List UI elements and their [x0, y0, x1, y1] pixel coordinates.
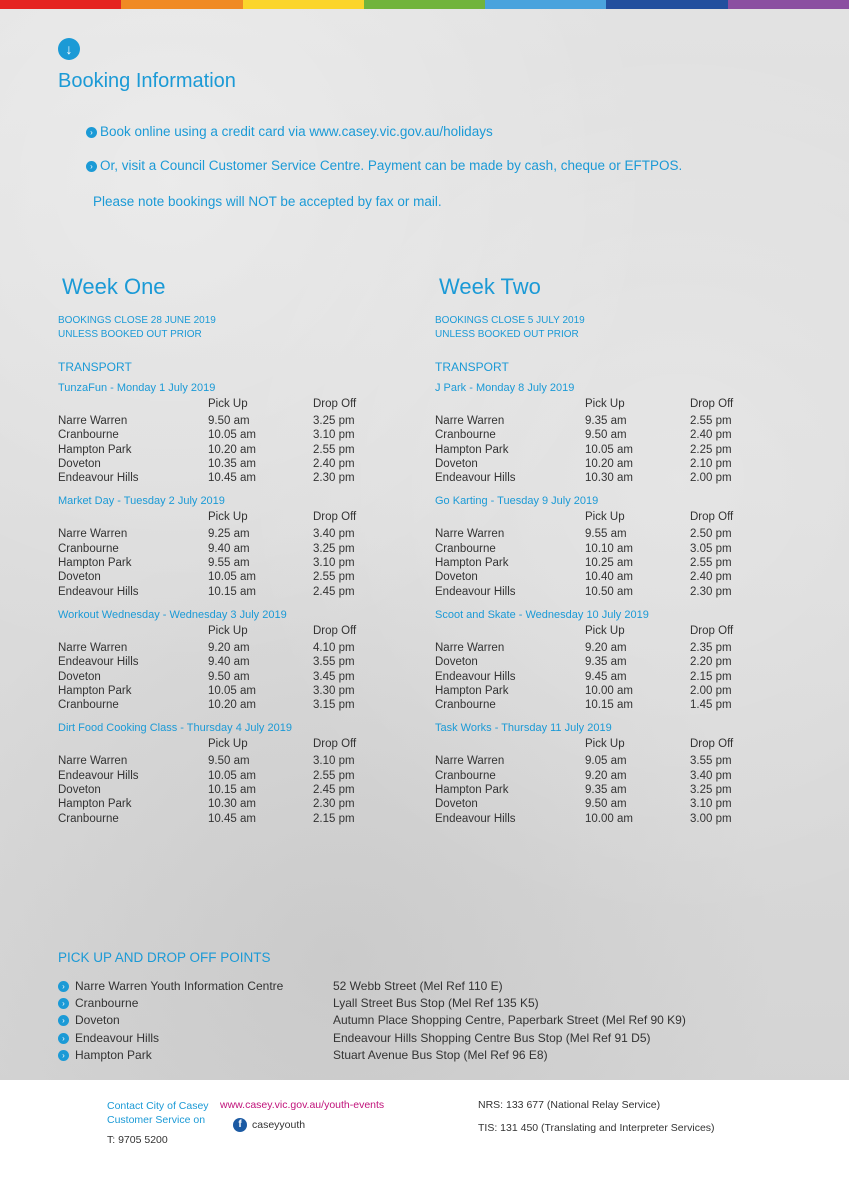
location-cell: Cranbourne — [435, 769, 496, 782]
location-cell: Cranbourne — [58, 699, 119, 712]
drop-off-time: 2.20 pm — [690, 656, 732, 669]
drop-off-header: Drop Off — [313, 738, 357, 751]
table-row — [58, 585, 418, 599]
table-row — [435, 783, 795, 797]
table-row — [58, 812, 418, 826]
drop-off-time: 3.40 pm — [690, 769, 732, 782]
pick-up-time: 9.40 am — [208, 542, 250, 555]
location-cell: Cranbourne — [58, 429, 119, 442]
table-row — [435, 812, 795, 826]
drop-off-header: Drop Off — [690, 738, 734, 751]
header-spacer — [58, 625, 208, 637]
pick-up-time: 10.35 am — [208, 457, 256, 470]
booking-note: Please note bookings will NOT be accepted by fax or mail. — [93, 194, 442, 209]
pick-up-time: 9.40 am — [208, 656, 250, 669]
point-name — [58, 978, 333, 995]
pick-up-time: 9.20 am — [585, 769, 627, 782]
pick-up-time: 9.45 am — [585, 670, 627, 683]
location-cell: Narre Warren — [435, 755, 505, 768]
table-row — [435, 670, 795, 684]
pick-up-time: 10.25 am — [585, 557, 633, 570]
drop-off-time: 2.50 pm — [690, 528, 732, 541]
table-row — [435, 443, 795, 457]
drop-off-time: 2.40 pm — [313, 457, 355, 470]
pick-up-header: Pick Up — [585, 511, 625, 524]
event-block — [58, 382, 418, 485]
table-row — [435, 684, 795, 698]
table-row — [58, 783, 418, 797]
event-title: Market Day - Tuesday 2 July 2019 — [58, 495, 225, 508]
table-row — [58, 542, 418, 556]
drop-off-time: 2.55 pm — [690, 415, 732, 427]
point-label: Hampton Park — [75, 1047, 152, 1062]
table-row — [435, 556, 795, 570]
location-cell: Narre Warren — [58, 415, 128, 427]
point-name — [58, 1012, 333, 1029]
pick-up-time: 9.05 am — [585, 755, 627, 768]
location-cell: Doveton — [58, 571, 101, 584]
location-cell: Hampton Park — [435, 684, 509, 697]
location-cell: Narre Warren — [435, 415, 505, 427]
rainbow-segment — [364, 0, 485, 9]
pick-up-header: Pick Up — [208, 738, 248, 751]
event-title: Scoot and Skate - Wednesday 10 July 2019 — [435, 608, 649, 621]
arrow-down-circle-icon: ↓ — [58, 38, 80, 60]
rainbow-segment — [0, 0, 121, 9]
drop-off-time: 2.40 pm — [690, 571, 732, 584]
schedule-header — [58, 511, 418, 523]
drop-off-time: 3.10 pm — [313, 755, 355, 768]
pick-up-time: 10.05 am — [208, 769, 256, 782]
point-name — [58, 1030, 333, 1047]
drop-off-time: 3.10 pm — [313, 557, 355, 570]
pick-up-time: 10.50 am — [585, 585, 633, 598]
points-list — [58, 978, 758, 1064]
location-cell: Doveton — [435, 798, 478, 811]
drop-off-time: 3.10 pm — [690, 798, 732, 811]
event-block — [58, 609, 418, 712]
pick-up-time: 10.15 am — [208, 585, 256, 598]
youth-events-link[interactable]: www.casey.vic.gov.au/youth-events — [220, 1099, 385, 1111]
pick-up-header: Pick Up — [585, 624, 625, 637]
drop-off-header: Drop Off — [313, 511, 357, 524]
header-spacer — [435, 738, 585, 750]
nrs-text: NRS: 133 677 (National Relay Service) — [478, 1099, 661, 1111]
table-row — [435, 527, 795, 541]
event-block — [435, 609, 795, 712]
table-row — [58, 754, 418, 768]
table-row — [58, 570, 418, 584]
drop-off-time: 2.55 pm — [313, 571, 355, 584]
location-cell: Hampton Park — [435, 443, 509, 456]
transport-heading: TRANSPORT — [435, 360, 509, 374]
location-cell: Endeavour Hills — [58, 656, 139, 669]
table-row — [58, 655, 418, 669]
rainbow-segment — [485, 0, 606, 9]
pick-up-time: 10.40 am — [585, 571, 633, 584]
location-cell: Doveton — [435, 457, 478, 470]
schedule-header — [435, 738, 795, 750]
arrow-right-circle-icon: › — [58, 998, 69, 1009]
location-cell: Hampton Park — [58, 557, 132, 570]
table-row — [58, 428, 418, 442]
location-cell: Hampton Park — [58, 684, 132, 697]
location-cell: Narre Warren — [435, 528, 505, 541]
drop-off-time: 3.25 pm — [313, 542, 355, 555]
point-address: Autumn Place Shopping Centre, Paperbark Street (Mel Ref 90 K9) — [333, 1013, 686, 1028]
location-cell: Doveton — [58, 457, 101, 470]
pick-up-time: 9.25 am — [208, 528, 250, 541]
table-row — [435, 641, 795, 655]
table-row — [58, 698, 418, 712]
schedule-header — [58, 738, 418, 750]
points-title: PICK UP AND DROP OFF POINTS — [58, 950, 271, 965]
pick-up-time: 10.00 am — [585, 812, 633, 825]
drop-off-time: 2.30 pm — [690, 585, 732, 598]
drop-off-time: 2.55 pm — [690, 557, 732, 570]
drop-off-time: 2.10 pm — [690, 457, 732, 470]
drop-off-time: 2.15 pm — [313, 812, 355, 825]
header-spacer — [58, 511, 208, 523]
table-row — [435, 570, 795, 584]
table-row — [58, 443, 418, 457]
pick-up-time: 10.05 am — [585, 443, 633, 456]
point-row — [58, 995, 758, 1012]
booking-online-line — [86, 124, 493, 139]
facebook-link[interactable] — [233, 1118, 305, 1132]
booking-title: Booking Information — [58, 70, 236, 92]
table-row — [435, 428, 795, 442]
booking-online-text: Book online using a credit card via www.casey.vic.gov.au/holidays — [100, 124, 493, 139]
drop-off-time: 3.25 pm — [690, 784, 732, 797]
event-title: TunzaFun - Monday 1 July 2019 — [58, 382, 216, 394]
rainbow-segment — [606, 0, 727, 9]
pick-up-time: 9.35 am — [585, 656, 627, 669]
table-row — [435, 655, 795, 669]
table-row — [435, 471, 795, 485]
pick-up-time: 9.35 am — [585, 415, 627, 427]
pick-up-time: 9.50 am — [208, 415, 250, 427]
arrow-right-circle-icon: › — [58, 1015, 69, 1026]
drop-off-time: 2.00 pm — [690, 684, 732, 697]
header-spacer — [435, 398, 585, 410]
bookings-close — [58, 314, 418, 342]
location-cell: Doveton — [435, 571, 478, 584]
location-cell: Cranbourne — [435, 699, 496, 712]
rainbow-segment — [243, 0, 364, 9]
table-row — [58, 641, 418, 655]
point-label: Cranbourne — [75, 996, 139, 1011]
bookings-close-date: BOOKINGS CLOSE 28 JUNE 2019 — [58, 315, 216, 326]
bookings-close-date: BOOKINGS CLOSE 5 JULY 2019 — [435, 315, 585, 326]
drop-off-time: 3.15 pm — [313, 699, 355, 712]
pick-up-time: 10.45 am — [208, 472, 256, 485]
drop-off-time: 2.15 pm — [690, 670, 732, 683]
pick-up-header: Pick Up — [585, 398, 625, 410]
location-cell: Endeavour Hills — [58, 585, 139, 598]
pick-up-time: 9.55 am — [585, 528, 627, 541]
location-cell: Doveton — [58, 784, 101, 797]
pick-up-header: Pick Up — [208, 511, 248, 524]
pick-up-time: 9.20 am — [585, 641, 627, 654]
drop-off-header: Drop Off — [313, 398, 357, 410]
drop-off-time: 4.10 pm — [313, 641, 355, 654]
table-row — [58, 797, 418, 811]
event-title: Task Works - Thursday 11 July 2019 — [435, 722, 612, 735]
table-row — [58, 471, 418, 485]
event-title: Workout Wednesday - Wednesday 3 July 2019 — [58, 608, 287, 621]
drop-off-time: 3.05 pm — [690, 542, 732, 555]
pick-up-time: 10.05 am — [208, 571, 256, 584]
drop-off-time: 3.45 pm — [313, 670, 355, 683]
pick-up-time: 10.30 am — [208, 798, 256, 811]
point-row — [58, 1047, 758, 1064]
contact-label — [107, 1099, 209, 1127]
event-block — [435, 722, 795, 825]
drop-off-time: 3.10 pm — [313, 429, 355, 442]
event-block — [58, 495, 418, 598]
point-name — [58, 995, 333, 1012]
location-cell: Hampton Park — [58, 443, 132, 456]
pick-up-time: 9.50 am — [208, 755, 250, 768]
event-title: J Park - Monday 8 July 2019 — [435, 382, 575, 394]
table-row — [435, 698, 795, 712]
drop-off-time: 2.00 pm — [690, 472, 732, 485]
contact-phone: T: 9705 5200 — [107, 1134, 168, 1146]
contact-line-1: Contact City of Casey — [107, 1100, 209, 1112]
drop-off-time: 1.45 pm — [690, 699, 732, 712]
arrow-right-circle-icon: › — [58, 1033, 69, 1044]
location-cell: Endeavour Hills — [58, 472, 139, 485]
schedule-header — [435, 625, 795, 637]
drop-off-time: 3.00 pm — [690, 812, 732, 825]
drop-off-time: 2.45 pm — [313, 585, 355, 598]
header-spacer — [58, 398, 208, 410]
location-cell: Endeavour Hills — [435, 670, 516, 683]
point-label: Narre Warren Youth Information Centre — [75, 979, 284, 993]
drop-off-time: 2.30 pm — [313, 798, 355, 811]
table-row — [58, 457, 418, 471]
week-two-column — [435, 274, 795, 836]
location-cell: Endeavour Hills — [435, 812, 516, 825]
facebook-icon: f — [233, 1118, 247, 1132]
point-row — [58, 1012, 758, 1029]
point-label: Endeavour Hills — [75, 1030, 160, 1045]
pick-up-time: 9.50 am — [585, 798, 627, 811]
pick-up-header: Pick Up — [208, 398, 248, 410]
rainbow-bar — [0, 0, 849, 9]
pick-up-time: 10.15 am — [208, 784, 256, 797]
week-title: Week One — [62, 274, 166, 299]
event-title: Go Karting - Tuesday 9 July 2019 — [435, 495, 599, 508]
location-cell: Endeavour Hills — [435, 585, 516, 598]
header-spacer — [58, 738, 208, 750]
drop-off-time: 3.55 pm — [313, 656, 355, 669]
drop-off-time: 2.30 pm — [313, 472, 355, 485]
pick-up-time: 10.30 am — [585, 472, 633, 485]
pick-up-time: 10.05 am — [208, 429, 256, 442]
point-address: Endeavour Hills Shopping Centre Bus Stop (Mel Ref 91 D5) — [333, 1030, 651, 1045]
bookings-close-note: UNLESS BOOKED OUT PRIOR — [435, 329, 579, 340]
schedule-header — [58, 625, 418, 637]
table-row — [58, 527, 418, 541]
pick-up-time: 10.00 am — [585, 684, 633, 697]
event-block — [435, 495, 795, 598]
drop-off-time: 3.55 pm — [690, 755, 732, 768]
point-label: Doveton — [75, 1013, 120, 1028]
pick-up-time: 10.20 am — [208, 443, 256, 456]
location-cell: Hampton Park — [435, 557, 509, 570]
schedule-header — [435, 511, 795, 523]
schedule-header — [58, 398, 418, 410]
pick-up-time: 10.15 am — [585, 699, 633, 712]
drop-off-time: 3.30 pm — [313, 684, 355, 697]
arrow-right-circle-icon: › — [86, 161, 97, 172]
event-block — [435, 382, 795, 485]
location-cell: Endeavour Hills — [435, 472, 516, 485]
point-row — [58, 978, 758, 995]
table-row — [435, 769, 795, 783]
table-row — [435, 542, 795, 556]
drop-off-time: 3.25 pm — [313, 415, 355, 427]
point-row — [58, 1030, 758, 1047]
pick-up-time: 9.55 am — [208, 557, 250, 570]
facebook-handle: caseyyouth — [252, 1118, 306, 1131]
rainbow-segment — [728, 0, 849, 9]
pick-up-time: 10.20 am — [208, 699, 256, 712]
table-row — [58, 670, 418, 684]
drop-off-header: Drop Off — [313, 624, 357, 637]
location-cell: Cranbourne — [435, 429, 496, 442]
drop-off-header: Drop Off — [690, 398, 734, 410]
drop-off-time: 2.35 pm — [690, 641, 732, 654]
point-address: Stuart Avenue Bus Stop (Mel Ref 96 E8) — [333, 1047, 548, 1062]
location-cell: Doveton — [435, 656, 478, 669]
event-title: Dirt Food Cooking Class - Thursday 4 July 2019 — [58, 722, 292, 735]
location-cell: Narre Warren — [58, 528, 128, 541]
table-row — [435, 797, 795, 811]
pick-up-time: 10.10 am — [585, 542, 633, 555]
drop-off-header: Drop Off — [690, 511, 734, 524]
drop-off-time: 2.40 pm — [690, 429, 732, 442]
pick-up-time: 9.35 am — [585, 784, 627, 797]
table-row — [435, 414, 795, 428]
bookings-close — [435, 314, 795, 342]
location-cell: Cranbourne — [58, 812, 119, 825]
point-name — [58, 1047, 333, 1064]
pick-up-time: 10.05 am — [208, 684, 256, 697]
booking-centre-text: Or, visit a Council Customer Service Centre. Payment can be made by cash, cheque or EFTPOS. — [100, 158, 683, 173]
bookings-close-note: UNLESS BOOKED OUT PRIOR — [58, 329, 202, 340]
week-one-column — [58, 274, 418, 836]
location-cell: Narre Warren — [435, 641, 505, 654]
table-row — [435, 457, 795, 471]
header-spacer — [435, 625, 585, 637]
location-cell: Narre Warren — [58, 755, 128, 768]
footer — [0, 1080, 849, 1200]
arrow-right-circle-icon: › — [58, 981, 69, 992]
location-cell: Cranbourne — [58, 542, 119, 555]
drop-off-time: 2.55 pm — [313, 769, 355, 782]
point-address: Lyall Street Bus Stop (Mel Ref 135 K5) — [333, 996, 539, 1011]
drop-off-time: 3.40 pm — [313, 528, 355, 541]
table-row — [58, 684, 418, 698]
drop-off-header: Drop Off — [690, 624, 734, 637]
location-cell: Narre Warren — [58, 641, 128, 654]
table-row — [58, 769, 418, 783]
header-spacer — [435, 511, 585, 523]
drop-off-time: 2.45 pm — [313, 784, 355, 797]
pick-up-header: Pick Up — [208, 624, 248, 637]
table-row — [58, 414, 418, 428]
booking-centre-line — [86, 158, 682, 173]
tis-text: TIS: 131 450 (Translating and Interpreter Services) — [478, 1122, 715, 1134]
contact-line-2: Customer Service on — [107, 1114, 206, 1126]
table-row — [435, 585, 795, 599]
transport-heading: TRANSPORT — [58, 360, 132, 374]
location-cell: Endeavour Hills — [58, 769, 139, 782]
schedule-header — [435, 398, 795, 410]
drop-off-time: 2.25 pm — [690, 443, 732, 456]
location-cell: Doveton — [58, 670, 101, 683]
week-title: Week Two — [439, 274, 541, 299]
pick-up-header: Pick Up — [585, 738, 625, 751]
rainbow-segment — [121, 0, 242, 9]
table-row — [58, 556, 418, 570]
location-cell: Cranbourne — [435, 542, 496, 555]
pick-up-time: 9.50 am — [585, 429, 627, 442]
arrow-right-circle-icon: › — [58, 1050, 69, 1061]
arrow-right-circle-icon: › — [86, 127, 97, 138]
pick-up-time: 10.45 am — [208, 812, 256, 825]
table-row — [435, 754, 795, 768]
drop-off-time: 2.55 pm — [313, 443, 355, 456]
pick-up-time: 9.20 am — [208, 641, 250, 654]
location-cell: Hampton Park — [435, 784, 509, 797]
pick-up-time: 9.50 am — [208, 670, 250, 683]
point-address: 52 Webb Street (Mel Ref 110 E) — [333, 979, 503, 993]
location-cell: Hampton Park — [58, 798, 132, 811]
event-block — [58, 722, 418, 825]
pick-up-time: 10.20 am — [585, 457, 633, 470]
